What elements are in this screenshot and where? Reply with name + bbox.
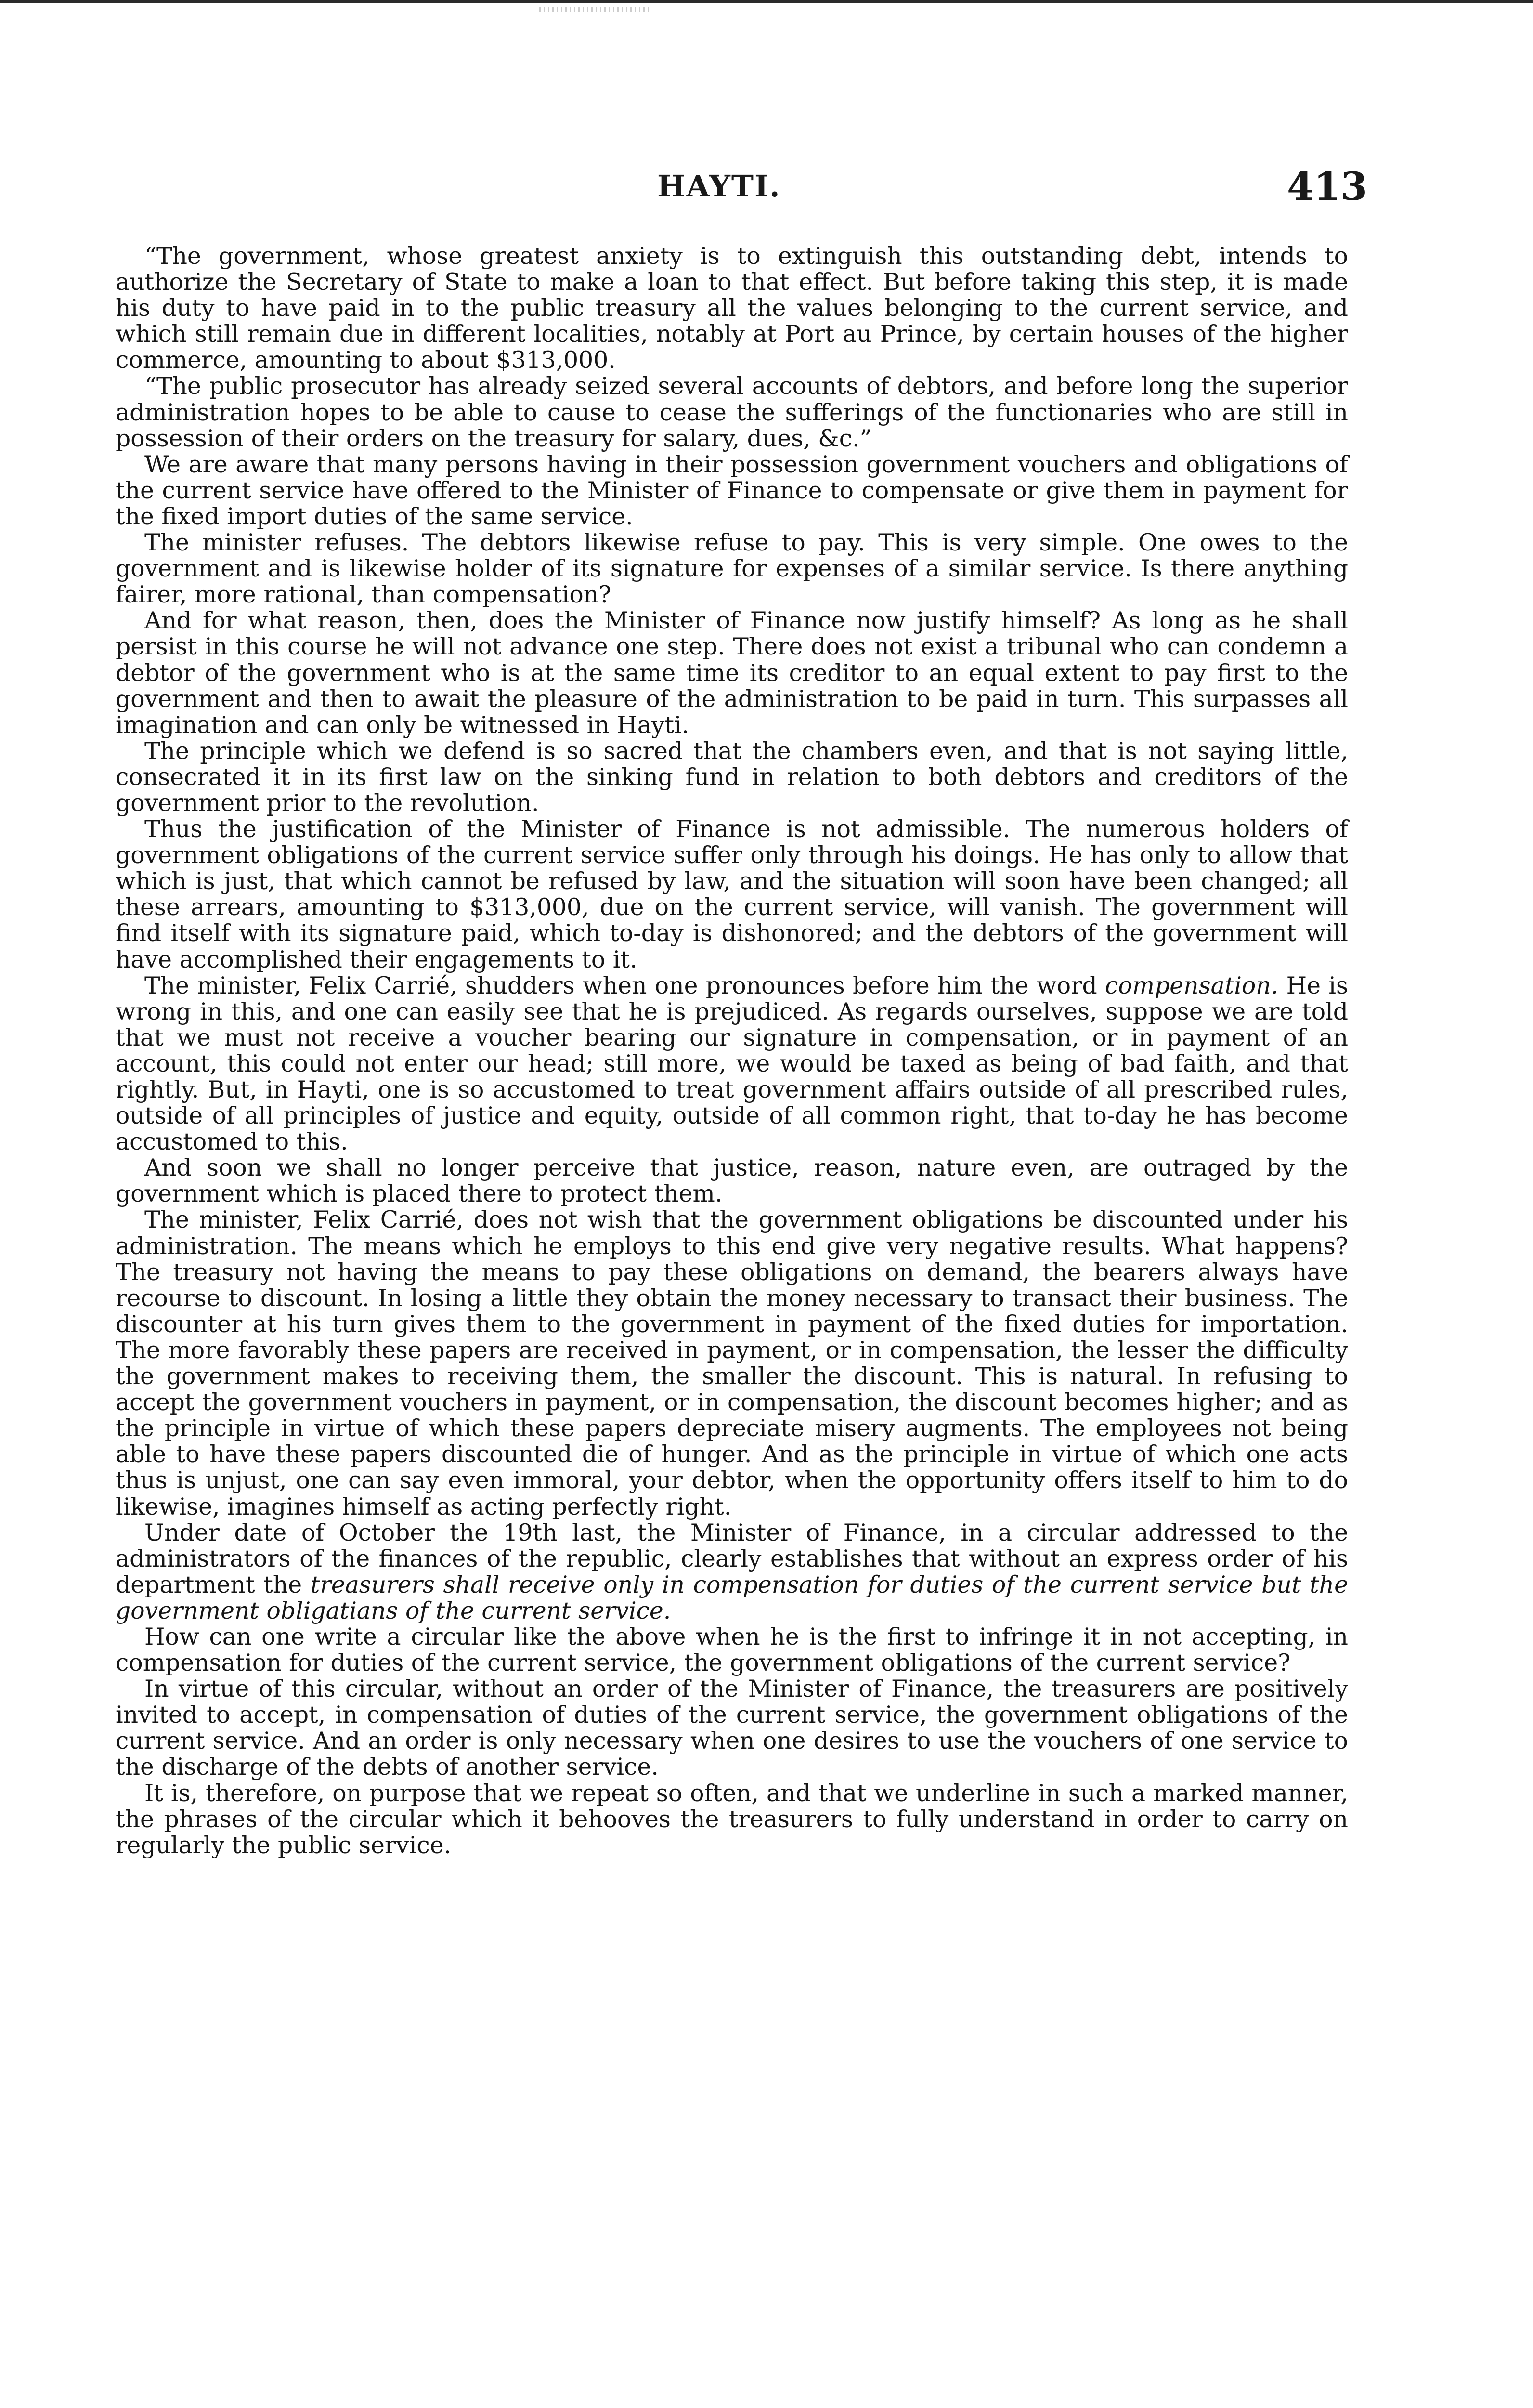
paragraph-6: The principle which we defend is so sacred that the chambers even, and that is not saying little, consecrated it in its first law on the sinking fund in relation to both debtors and creditors of the government prior to the revolution. <box>116 737 1348 817</box>
paragraph-5: And for what reason, then, does the Minister of Finance now justify himself? As long as he shall persist in this course he will not advance one step. There does not exist a tribunal who can condemn a debtor of the government who is at the same time its creditor to an equal extent to pay first to the government and then to await the pleasure of the administration to be paid in turn. This surpasses all imagination and can only be witnessed in Hayti. <box>116 607 1348 739</box>
paragraph-13: In virtue of this circular, without an order of the Minister of Finance, the treasurers are positively invited to accept, in compensation of duties of the current service, the government obligations of the current service. And an order is only necessary when one desires to use the vouchers of one service to the discharge of the debts of another service. <box>116 1675 1348 1781</box>
top-border-rule <box>0 0 1533 3</box>
paragraph-14: It is, therefore, on purpose that we repeat so often, and that we underline in such a marked manner, the phrases of the circular which it behooves the treasurers to fully understand in order to carry on regularly the public service. <box>116 1779 1348 1859</box>
page-header <box>116 164 1377 217</box>
paragraph-8 <box>116 973 1348 1155</box>
paragraph-8-tail: He is wrong in this, and one can easily see that he is prejudiced. As regards ourselves, suppose we are told that we must not receive a voucher bearing our signature in compensation, or in payment of an account, this could not enter our head; still more, we would be taxed as being of bad faith, and that rightly. But, in Hayti, one is so accustomed to treat government affairs outside of all prescribed rules, outside of all principles of justice and equity, outside of all common right, that to-day he has become accustomed to this. <box>116 971 1348 1156</box>
page-number: 413 <box>1287 164 1367 209</box>
paragraph-4: The minister refuses. The debtors likewise refuse to pay. This is very simple. One owes to the government and is likewise holder of its signature for expenses of a similar service. Is there anything fairer, more rational, than compensation? <box>116 529 1348 609</box>
paragraph-8-lead: The minister, Felix Carrié, shudders when one pronounces before him the word <box>144 971 1105 999</box>
paragraph-7: Thus the justification of the Minister of Finance is not admissible. The numerous holders of government obligations of the current service suffer only through his doings. He has only to allow that which is just, that which cannot be refused by law, and the situation will soon have been changed; all these arrears, amounting to $313,000, due on the current service, will vanish. The government will find itself with its signature paid, which to-day is dishonored; and the debtors of the government will have accomplished their engagements to it. <box>116 815 1348 973</box>
paragraph-11-emphasis: treasurers shall receive only in compensation for duties of the current service but the government obligatians of the current service. <box>116 1570 1348 1624</box>
paragraph-2: “The public prosecutor has already seized several accounts of debtors, and before long the superior administration hopes to be able to cause to cease the sufferings of the functionaries who are still in possession of their orders on the treasury for salary, dues, &c.” <box>116 372 1348 452</box>
paragraph-1: “The government, whose greatest anxiety is to extinguish this outstanding debt, intends to authorize the Secretary of State to make a loan to that effect. But before taking this step, it is made his duty to have paid in to the public treasury all the values belonging to the current service, and which still remain due in different localities, notably at Port au Prince, by certain houses of the higher commerce, amounting to about $313,000. <box>116 242 1348 374</box>
paragraph-12: How can one write a circular like the above when he is the first to infringe it in not accepting, in compensation for duties of the current service, the government obligations of the current service? <box>116 1623 1348 1677</box>
running-title: HAYTI. <box>657 169 781 204</box>
paragraph-10: The minister, Felix Carrié, does not wish that the government obligations be discounted under his administration. The means which he employs to this end give very negative results. What happens? The treasury not having the means to pay these obligations on demand, the bearers always have recourse to discount. In losing a little they obtain the money necessary to transact their business. The discounter at his turn gives them to the government in payment of the fixed duties for importation. The more favorably these papers are received in payment, or in compensation, the lesser the difficulty the government makes to receiving them, the smaller the discount. This is natural. In refusing to accept the government vouchers in payment, or in compensation, the discount becomes higher; and as the principle in virtue of which these papers depreciate misery augments. The employees not being able to have these papers discounted die of hunger. And as the principle in virtue of which one acts thus is unjust, one can say even immoral, your debtor, when the opportunity offers itself to him to do likewise, imagines himself as acting perfectly right. <box>116 1206 1348 1520</box>
paragraph-11-lead: Under date of October the 19th last, the Minister of Finance, in a circular addressed to the administrators of the finances of the republic, clearly establishes that without an express order of his department the <box>116 1518 1348 1598</box>
paragraph-8-emphasis: compensation. <box>1105 971 1279 999</box>
paragraph-3: We are aware that many persons having in their possession government vouchers and obligations of the current service have offered to the Minister of Finance to compensate or give them in payment for the fixed import duties of the same service. <box>116 450 1348 530</box>
paragraph-11 <box>116 1520 1348 1624</box>
body-text <box>116 243 1348 1858</box>
paragraph-9: And soon we shall no longer perceive that justice, reason, nature even, are outraged by the government which is placed there to protect them. <box>116 1154 1348 1208</box>
top-print-speckle <box>539 7 650 12</box>
